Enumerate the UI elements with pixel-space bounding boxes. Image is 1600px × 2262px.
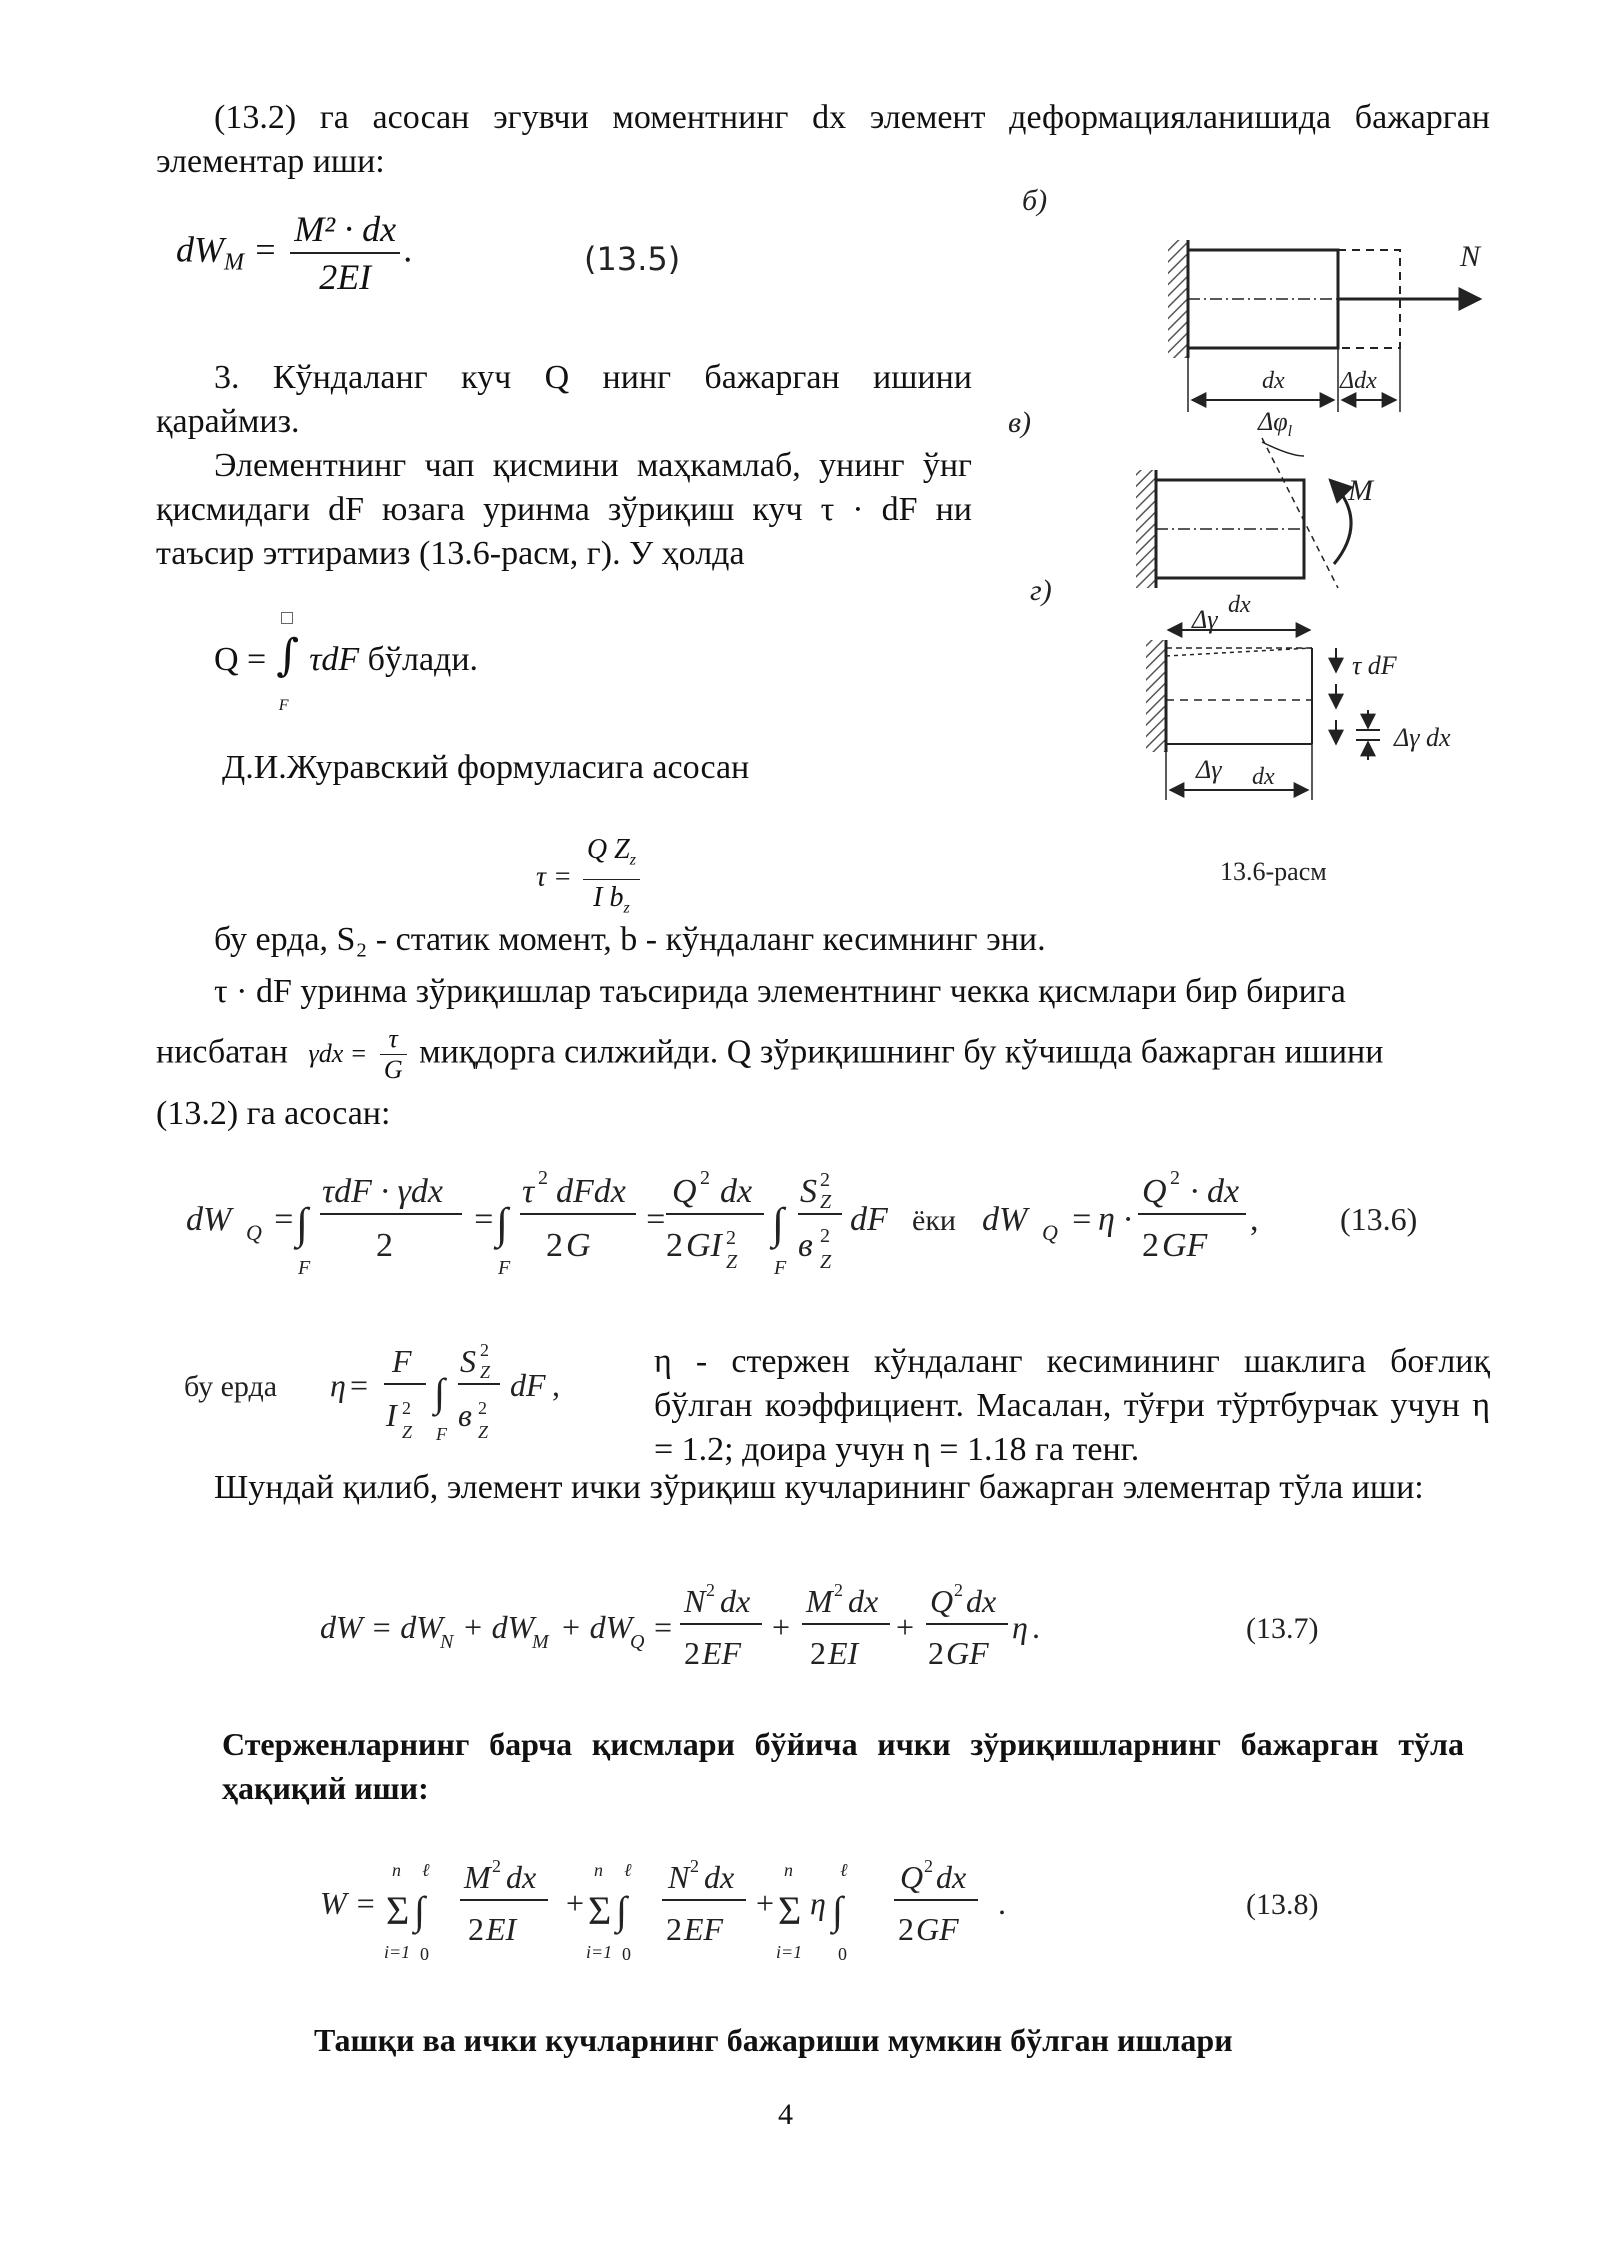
formula-zhuravsky: τ = $\frac{Q Z_z}{I b_z}$ [536, 832, 644, 926]
svg-text:τ: τ [522, 1173, 535, 1210]
svg-text:Δγ: Δγ [1192, 605, 1218, 634]
svg-text:0: 0 [838, 1944, 847, 1964]
svg-text:η: η [1012, 1609, 1028, 1645]
svg-text:GF: GF [1162, 1227, 1208, 1264]
svg-text:S: S [800, 1173, 817, 1210]
svg-text:GF: GF [916, 1911, 959, 1947]
svg-text:i=1: i=1 [586, 1942, 613, 1962]
svg-text:2: 2 [492, 1856, 501, 1876]
svg-text:M: M [464, 1859, 491, 1895]
equation-13-7 [316, 1576, 1356, 1696]
paragraph-static-moment: бу ерда, S₂ - статик момент, b - кўндаланг кесимнинг эни. [214, 921, 1046, 958]
figure-label-v: в) [1008, 406, 1032, 439]
svg-text:2: 2 [700, 1167, 710, 1189]
svg-text:2: 2 [666, 1911, 682, 1947]
figure-label-g: г) [1030, 574, 1052, 607]
paragraph-shear-stress-line1: τ · dF уринма зўриқишлар таъсирида элементнинг чекка қисмлари бир бирига [214, 973, 1346, 1010]
svg-text:dFdx: dFdx [556, 1173, 626, 1210]
heading-possible-work: Ташқи ва ички кучларнинг бажариши мумкин бўлган ишлари [314, 2022, 1233, 2058]
svg-text:dx: dx [1228, 592, 1251, 618]
svg-text:∫: ∫ [414, 1888, 425, 1933]
svg-text:Q: Q [630, 1631, 645, 1653]
svg-text:∫: ∫ [434, 1370, 445, 1415]
svg-text:F: F [498, 1257, 511, 1279]
svg-text:0: 0 [622, 1944, 631, 1964]
svg-text:F: F [774, 1257, 787, 1279]
svg-text:2: 2 [820, 1225, 830, 1247]
svg-text:ℓ: ℓ [624, 1860, 632, 1880]
heading-total-actual-work: Стерженларнинг барча қисмлари бўйича ички зўриқишларнинг бажарган тўла ҳақиқий иши: [222, 1726, 1464, 1806]
svg-text:∫: ∫ [832, 1888, 843, 1933]
svg-text:dx: dx [1262, 368, 1285, 394]
svg-text:в: в [458, 1397, 472, 1433]
svg-text:N: N [684, 1583, 706, 1619]
svg-text:Σ: Σ [386, 1888, 410, 1933]
figure-label-b: б) [1022, 184, 1048, 217]
svg-text:Z: Z [820, 1251, 832, 1273]
svg-text:i=1: i=1 [384, 1942, 411, 1962]
svg-text:.: . [1032, 1609, 1040, 1645]
svg-text:I: I [386, 1397, 397, 1433]
svg-text:Q: Q [930, 1583, 954, 1619]
svg-text:Z: Z [402, 1422, 413, 1442]
svg-text:=: = [272, 1201, 295, 1238]
svg-text:ℓ: ℓ [422, 1860, 430, 1880]
svg-text:2: 2 [684, 1635, 700, 1671]
svg-text:2: 2 [666, 1227, 683, 1264]
svg-text:2: 2 [376, 1227, 393, 1264]
paragraph-intro: (13.2) га асосан эгувчи моментнинг dx элемент деформацияланишида бажарган элементар иши: [156, 99, 1490, 180]
equation-13-6-or: ёки [912, 1204, 956, 1237]
svg-text:dx: dx [506, 1859, 537, 1895]
svg-text:2: 2 [402, 1398, 411, 1418]
svg-text:,: , [1250, 1201, 1259, 1238]
svg-text:M: M [532, 1631, 549, 1653]
svg-text:dx: dx [966, 1583, 997, 1619]
svg-text:dx: dx [1252, 764, 1275, 790]
svg-text:F: F [436, 1424, 447, 1444]
svg-text:=: = [1070, 1201, 1093, 1238]
svg-text:.: . [998, 1885, 1006, 1921]
svg-text:2: 2 [820, 1169, 830, 1191]
svg-text:W =: W = [320, 1885, 377, 1921]
svg-text:(13.8): (13.8) [1246, 1888, 1319, 1921]
equation-number-13-5: (13.5) [584, 240, 681, 278]
svg-text:· dx: · dx [1190, 1173, 1240, 1210]
svg-text:0: 0 [420, 1944, 429, 1964]
equation-13-5: $dW_M$ = $\frac{\text{M² · dx}}{2EI}$ . [176, 206, 413, 300]
svg-text:2: 2 [898, 1911, 914, 1947]
svg-text:Q: Q [1142, 1173, 1167, 1210]
svg-text:Q: Q [246, 1220, 262, 1245]
page-number: 4 [778, 2098, 793, 2131]
svg-text:=: = [350, 1367, 369, 1403]
figure-13-6 [1000, 180, 1520, 910]
svg-text:EF: EF [702, 1635, 742, 1671]
svg-text:dF: dF [850, 1201, 888, 1238]
svg-text:+: + [896, 1609, 915, 1645]
svg-text:EF: EF [684, 1911, 724, 1947]
svg-text:dW = dW: dW = dW [320, 1609, 443, 1645]
paragraph-shear-stress-line2: нисбатан γdx = $\frac{\tau}{G}$ миқдорга силжийди. Q зўриқишнинг бу кўчишда бажарган ишини [156, 1024, 1384, 1084]
svg-text:+: + [772, 1609, 791, 1645]
svg-text:+: + [756, 1885, 775, 1921]
svg-text:бу ерда: бу ерда [184, 1370, 278, 1403]
formula-q-integral: Q = ∫ F τdF бўлади. [214, 634, 478, 682]
formula-eta-definition [180, 1330, 620, 1460]
svg-text:dx: dx [720, 1583, 751, 1619]
svg-text:F: F [392, 1343, 412, 1379]
svg-text:2: 2 [928, 1635, 944, 1671]
paragraph-fix-element: Элементнинг чап қисмини маҳкамлаб, унинг ўнг қисмидаги dF юзага уринма зўриқиш куч τ · dF ни таъсир эттирамиз (13.6-расм, г). У ҳолда [156, 447, 972, 572]
svg-text:+ dW: + dW [560, 1609, 633, 1645]
svg-text:2: 2 [538, 1167, 548, 1189]
paragraph-shear-stress-line3: (13.2) га асосан: [156, 1095, 391, 1132]
svg-text:∫: ∫ [296, 1199, 309, 1248]
svg-text:GF: GF [946, 1635, 989, 1671]
svg-text:dF: dF [510, 1367, 546, 1403]
fixed-support-g [1146, 640, 1166, 752]
svg-text:dx: dx [720, 1173, 753, 1210]
svg-text:G: G [566, 1227, 591, 1264]
svg-text:Δγ dx: Δγ dx [1394, 723, 1451, 752]
svg-text:EI: EI [828, 1635, 859, 1671]
svg-text:2: 2 [690, 1856, 699, 1876]
svg-text:(13.6): (13.6) [1340, 1201, 1418, 1237]
svg-text:(13.7): (13.7) [1246, 1612, 1319, 1645]
svg-text:N: N [440, 1631, 454, 1653]
svg-text:τ dF: τ dF [1352, 651, 1397, 680]
svg-text:+: + [566, 1885, 585, 1921]
svg-text:ℓ: ℓ [840, 1860, 848, 1880]
svg-text:N: N [1460, 240, 1481, 273]
svg-text:dx: dx [848, 1583, 879, 1619]
svg-text:Δφl: $\Delta\varphi_l$ [1258, 407, 1293, 440]
svg-text:2: 2 [468, 1911, 484, 1947]
svg-text:η ·: η · [1098, 1201, 1132, 1238]
svg-text:M: M [806, 1583, 833, 1619]
svg-text:2: 2 [546, 1227, 563, 1264]
svg-text:2: 2 [924, 1856, 933, 1876]
svg-text:Q: Q [672, 1173, 697, 1210]
svg-text:∫: ∫ [772, 1199, 785, 1248]
svg-text:n: n [594, 1860, 603, 1880]
svg-text:,: , [552, 1367, 560, 1403]
svg-text:dx: dx [936, 1859, 967, 1895]
paragraph-shear-force: 3. Кўндаланг куч Q нинг бажарган ишини қараймиз. [156, 359, 972, 440]
svg-text:+ dW: + dW [462, 1609, 535, 1645]
svg-text:Z: Z [726, 1251, 738, 1273]
paragraph-total-work: Шундай қилиб, элемент ички зўриқиш кучларининг бажарган элементар тўла иши: [214, 1469, 1424, 1506]
svg-text:η: η [330, 1367, 346, 1403]
svg-text:2: 2 [1142, 1227, 1159, 1264]
equation-13-6 [180, 1152, 1490, 1284]
svg-text:i=1: i=1 [776, 1942, 803, 1962]
svg-text:GI: GI [686, 1227, 722, 1264]
svg-text:dx: dx [704, 1859, 735, 1895]
equation-13-8 [316, 1846, 1356, 1976]
svg-text:n: n [784, 1860, 793, 1880]
fixed-support-b [1168, 240, 1188, 358]
svg-text:η: η [810, 1885, 826, 1921]
svg-text:n: n [392, 1860, 401, 1880]
svg-text:2: 2 [810, 1635, 826, 1671]
svg-text:∫: ∫ [496, 1199, 509, 1248]
fixed-support-v [1136, 470, 1156, 588]
svg-text:Q: Q [900, 1859, 924, 1895]
svg-text:dW: dW [186, 1201, 232, 1238]
svg-text:∫: ∫ [616, 1888, 627, 1933]
svg-text:=: = [652, 1609, 674, 1645]
svg-text:Z: Z [820, 1191, 832, 1213]
svg-text:2: 2 [954, 1580, 963, 1600]
svg-text:F: F [298, 1257, 311, 1279]
svg-text:Σ: Σ [588, 1888, 612, 1933]
svg-text:2: 2 [706, 1580, 715, 1600]
svg-text:=: = [472, 1201, 495, 1238]
svg-text:в: в [798, 1227, 813, 1264]
svg-text:dW: dW [982, 1201, 1028, 1238]
svg-text:Σ: Σ [778, 1888, 802, 1933]
figure-caption: 13.6-расм [1220, 857, 1327, 886]
svg-text:2: 2 [726, 1227, 736, 1249]
svg-text:Q: Q [1042, 1220, 1058, 1245]
paragraph-zhuravsky: Д.И.Журавский формуласига асосан [222, 749, 750, 786]
svg-text:S: S [460, 1343, 476, 1379]
svg-text:Δdx: Δdx [1340, 368, 1377, 394]
svg-text:2: 2 [1170, 1167, 1180, 1189]
svg-text:2: 2 [478, 1398, 487, 1418]
svg-text:=: = [644, 1201, 667, 1238]
svg-text:Z: Z [478, 1422, 489, 1442]
paragraph-eta-description: η - стержен кўндаланг кесимининг шаклига боғлиқ бўлган коэффициент. Масалан, тўғри тўртбурчак учун η = 1.2; доира учун η = 1.18 га тенг. [654, 1343, 1490, 1468]
svg-text:Z: Z [480, 1362, 491, 1382]
svg-text:N: N [668, 1859, 690, 1895]
svg-text:2: 2 [480, 1340, 489, 1360]
svg-text:M: M [1348, 474, 1373, 507]
svg-text:2: 2 [834, 1580, 843, 1600]
svg-text:Δγ: Δγ [1196, 755, 1222, 784]
svg-text:τdF · γdx: τdF · γdx [322, 1173, 443, 1210]
svg-text:EI: EI [486, 1911, 517, 1947]
